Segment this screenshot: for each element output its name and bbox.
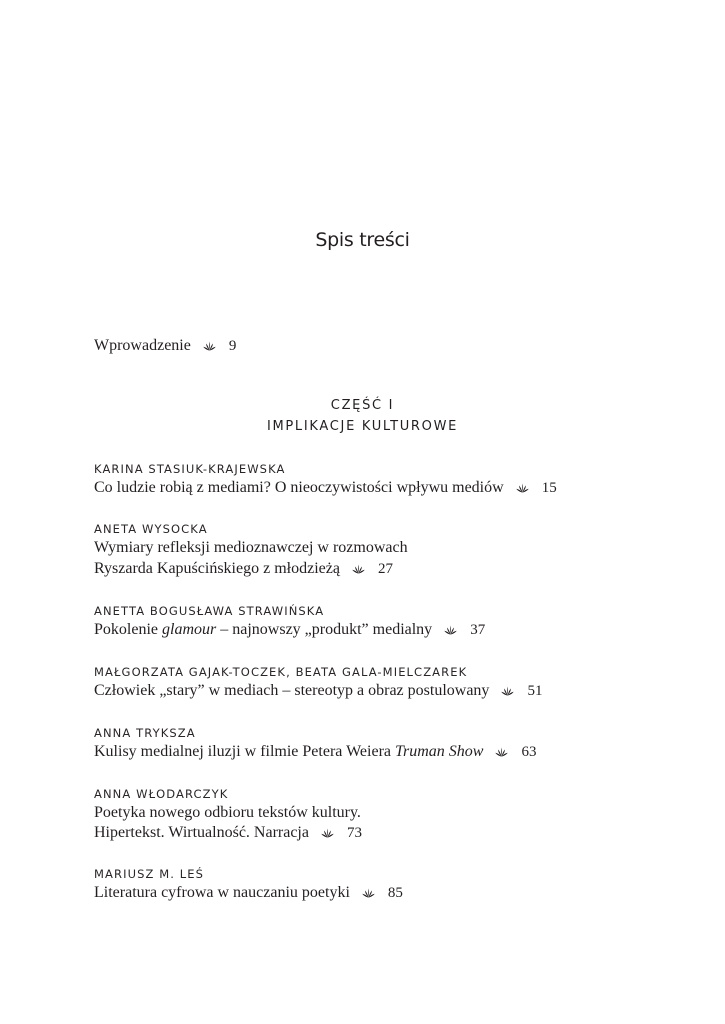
toc-entry[interactable]: [94, 621, 485, 639]
entry-author: ANNA TRYKSZA: [94, 726, 196, 740]
part-name: IMPLIKACJE KULTUROWE: [266, 419, 459, 434]
lotus-leaf-icon: [362, 888, 375, 898]
part-label: CZĘŚĆ I: [330, 398, 395, 413]
page-number: 73: [346, 825, 362, 841]
entry-title: Literatura cyfrowa w nauczaniu poetyki: [94, 884, 350, 901]
lotus-leaf-icon: [495, 747, 508, 757]
toc-entry-intro[interactable]: [94, 337, 236, 355]
entry-title: Kulisy medialnej iluzji w filmie Petera Weiera: [94, 743, 395, 760]
entry-title-italic: Truman Show: [395, 743, 484, 760]
page-number: 51: [527, 683, 543, 699]
lotus-leaf-icon: [501, 686, 514, 696]
entry-author: ANETA WYSOCKA: [94, 522, 208, 536]
entry-title-line[interactable]: Poetyka nowego odbioru tekstów kultury.: [94, 804, 361, 821]
entry-title-line[interactable]: Wymiary refleksji medioznawczej w rozmowach: [94, 539, 408, 556]
page-number: 85: [387, 885, 403, 901]
entry-author: ANNA WŁODARCZYK: [94, 787, 229, 801]
lotus-leaf-icon: [516, 483, 529, 493]
page-number: 27: [377, 561, 393, 577]
lotus-leaf-icon: [321, 828, 334, 838]
page-number: 63: [521, 744, 537, 760]
entry-author: MAŁGORZATA GAJAK-TOCZEK, BEATA GALA-MIELCZAREK: [94, 665, 468, 679]
toc-entry[interactable]: [94, 884, 403, 902]
entry-title: Człowiek „stary” w mediach – stereotyp a obraz postulowany: [94, 682, 490, 699]
toc-entry[interactable]: [94, 824, 362, 842]
toc-entry[interactable]: [94, 479, 557, 497]
lotus-leaf-icon: [203, 341, 216, 351]
entry-title: Co ludzie robią z mediami? O nieoczywistości wpływu mediów: [94, 479, 504, 496]
entry-author: MARIUSZ M. LEŚ: [94, 867, 205, 881]
lotus-leaf-icon: [352, 564, 365, 574]
page-number: 9: [228, 338, 237, 354]
entry-title-italic: glamour: [162, 621, 217, 638]
entry-title: Ryszarda Kapuścińskiego z młodzieżą: [94, 560, 340, 577]
page-number: 15: [541, 480, 557, 496]
toc-entry[interactable]: [94, 560, 393, 578]
entry-title: Pokolenie: [94, 621, 162, 638]
toc-entry[interactable]: [94, 682, 542, 700]
entry-author: ANETTA BOGUSŁAWA STRAWIŃSKA: [94, 604, 325, 618]
page-number: 37: [470, 622, 486, 638]
entry-title: Hipertekst. Wirtualność. Narracja: [94, 824, 309, 841]
page-title: Spis treści: [315, 229, 410, 251]
lotus-leaf-icon: [444, 625, 457, 635]
entry-author: KARINA STASIUK-KRAJEWSKA: [94, 462, 286, 476]
entry-title: – najnowszy „produkt” medialny: [216, 621, 433, 638]
entry-title: Wprowadzenie: [94, 337, 191, 354]
toc-entry[interactable]: [94, 743, 536, 761]
